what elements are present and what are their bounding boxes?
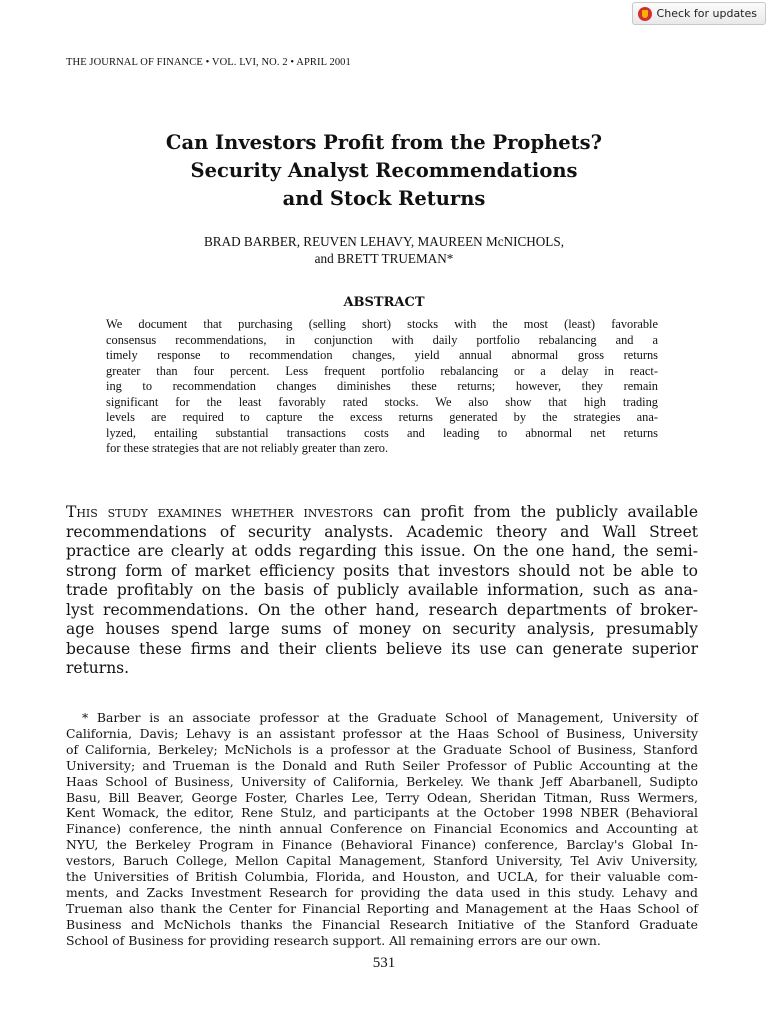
abstract-heading: ABSTRACT [343,295,425,310]
footnote-line: vestors, Baruch College, Mellon Capital Management, Stanford University, Tel Aviv University, [66,853,698,869]
footnote-line: Business and McNichols thanks the Financial Research Initiative of the Stanford Graduate [66,916,698,932]
abstract-line: ing to recommendation changes diminishes these returns; however, they remain [106,379,658,393]
check-for-updates-label: Check for updates [656,7,757,20]
title-line: Can Investors Profit from the Prophets? [165,131,603,154]
author-list [0,233,768,267]
body-line: recommendations of security analysts. Academic theory and Wall Street [66,522,698,541]
abstract-line: lyzed, entailing substantial transactions costs and leading to abnormal net returns [106,425,658,440]
article-title [0,129,768,213]
author-line: and BRETT TRUEMAN* [314,251,454,266]
body-first-line-rest: can profit from the publicly available [373,503,699,521]
footnote-line: University; and Trueman is the Donald and Ruth Seiler Professor of Public Accounting at the [66,757,698,773]
body-paragraph [66,503,698,679]
abstract-line: timely response to recommendation changes, yield annual abnormal gross returns [106,348,658,362]
author-line: BRAD BARBER, REUVEN LEHAVY, MAUREEN McNICHOLS, [204,234,564,249]
footnote-line: Trueman also thank the Center for Financial Reporting and Management at the Haas School of [66,900,698,916]
body-line: strong form of market efficiency posits that investors should not be able to [66,561,698,580]
running-head: THE JOURNAL OF FINANCE • VOL. LVI, NO. 2 • APRIL 2001 [66,57,351,68]
body-line: age houses spend large sums of money on security analysis, presumably [66,620,698,638]
footnote-line: School of Business for providing research support. All remaining errors are our own. [66,932,601,948]
footnote-line: NYU, the Berkeley Program in Finance (Behavioral Finance) conference, Barclay's Global In- [66,837,698,853]
footnote-line: the Universities of British Columbia, Florida, and Houston, and UCLA, for their valuable com- [66,869,698,885]
footnote-line: * Barber is an associate professor at the Graduate School of Management, University of [82,710,698,725]
abstract-line: levels are required to capture the excess returns generated by the strategies ana- [106,410,658,424]
body-line: practice are clearly at odds regarding this issue. On the one hand, the semi- [66,542,698,560]
crossmark-update-icon [638,7,652,21]
abstract-line: We document that purchasing (selling short) stocks with the most (least) favorable [106,317,658,331]
body-line: because these firms and their clients believe its use can generate superior [66,639,698,658]
small-caps-lead: This study examines whether investors [66,503,374,521]
footnote-line: ments, and Zacks Investment Research for providing the data used in this study. Lehavy and [66,884,698,900]
page-number: 531 [372,955,396,971]
footnote-line: Finance) conference, the ninth annual Conference on Financial Economics and Accounting at [66,821,698,837]
abstract-line: for these strategies that are not reliably greater than zero. [106,441,389,455]
abstract-line: consensus recommendations, in conjunction with daily portfolio rebalancing and a [106,332,658,347]
body-line [66,503,698,523]
author-footnote [66,710,698,949]
footnote-line: Kent Womack, the editor, Rene Stulz, and participants at the October 1998 NBER (Behavioral [66,805,698,821]
footnote-line: Haas School of Business, University of California, Berkeley. We thank Jeff Abarbanell, Sudipto [66,773,698,789]
abstract-line: greater than four percent. Less frequent portfolio rebalancing or a delay in react- [106,363,658,378]
body-line: returns. [66,659,130,677]
footnote-line: Basu, Bill Beaver, George Foster, Charles Lee, Terry Odean, Sheridan Titman, Russ Wermers, [66,789,698,805]
check-for-updates-button[interactable] [632,2,766,25]
footnote-line: California, Davis; Lehavy is an assistant professor at the Haas School of Business, University [66,725,698,741]
body-line: trade profitably on the basis of publicly available information, such as ana- [66,581,698,599]
title-line: Security Analyst Recommendations [190,159,578,182]
body-line: lyst recommendations. On the other hand, research departments of broker- [66,600,698,619]
footnote-line: of California, Berkeley; McNichols is a professor at the Graduate School of Business, Stanford [66,741,698,757]
title-line: and Stock Returns [282,187,486,210]
abstract-line: significant for the least favorably rated stocks. We also show that high trading [106,394,658,409]
abstract-text [106,317,658,457]
